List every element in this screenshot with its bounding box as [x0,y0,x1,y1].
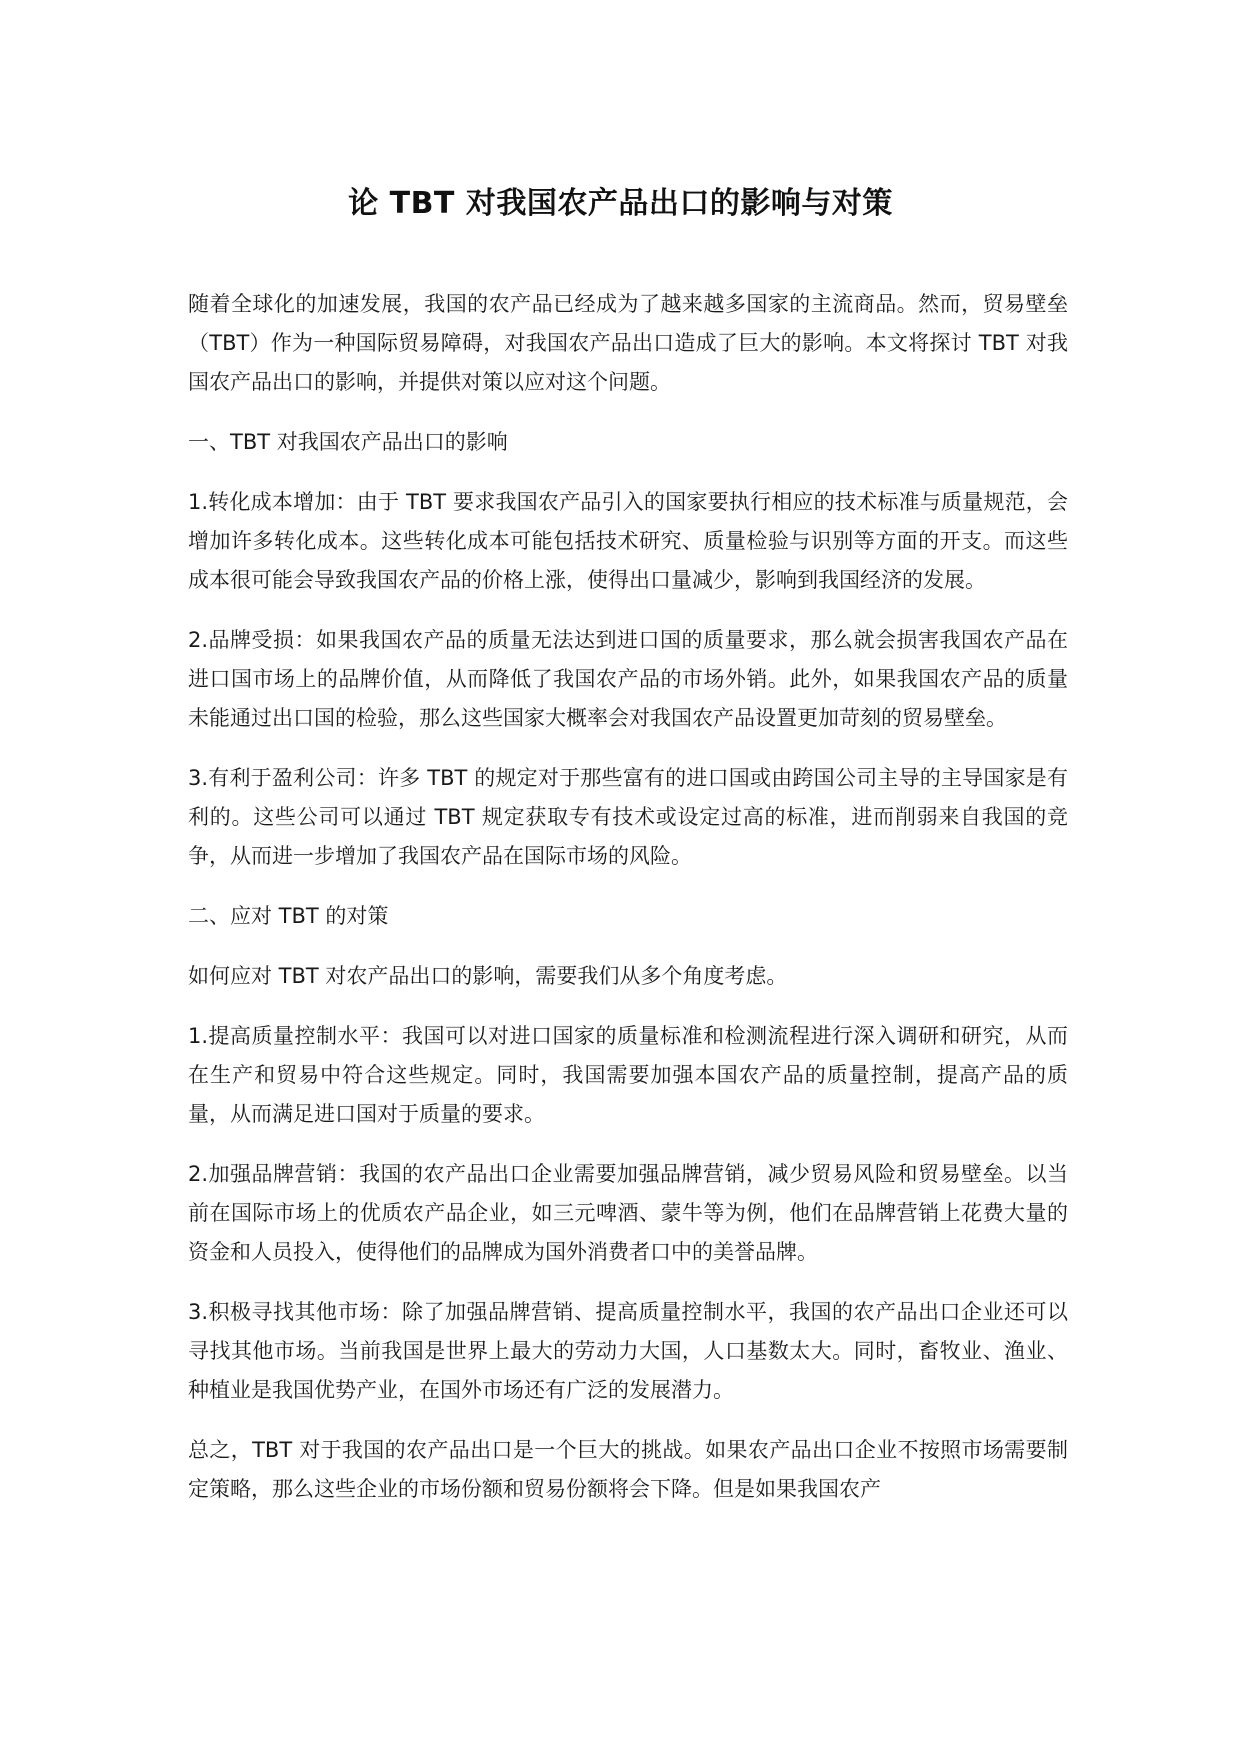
paragraph-2-intro: 如何应对 TBT 对农产品出口的影响，需要我们从多个角度考虑。 [188,964,788,988]
paragraph-conclusion: 总之，TBT 对于我国的农产品出口是一个巨大的挑战。如果农产品出口企业不按照市场需要制定策略，那么这些企业的市场份额和贸易份额将会下降。但是如果我国农产 [188,1438,1068,1501]
paragraph-1-2: 2.品牌受损：如果我国农产品的质量无法达到进口国的质量要求，那么就会损害我国农产品在进口国市场上的品牌价值，从而降低了我国农产品的市场外销。此外，如果我国农产品的质量未能通过出口国的检验，那么这些国家大概率会对我国农产品设置更加苛刻的贸易壁垒。 [188,628,1068,730]
document-body [188,285,1068,1530]
paragraph-2-3: 3.积极寻找其他市场：除了加强品牌营销、提高质量控制水平，我国的农产品出口企业还可以寻找其他市场。当前我国是世界上最大的劳动力大国，人口基数太大。同时，畜牧业、渔业、种植业是我国优势产业，在国外市场还有广泛的发展潜力。 [188,1300,1068,1402]
paragraph-2-2: 2.加强品牌营销：我国的农产品出口企业需要加强品牌营销，减少贸易风险和贸易壁垒。以当前在国际市场上的优质农产品企业，如三元啤酒、蒙牛等为例，他们在品牌营销上花费大量的资金和人员投入，使得他们的品牌成为国外消费者口中的美誉品牌。 [188,1162,1068,1264]
section-heading-1: 一、TBT 对我国农产品出口的影响 [188,430,508,454]
paragraph-1-1: 1.转化成本增加：由于 TBT 要求我国农产品引入的国家要执行相应的技术标准与质量规范，会增加许多转化成本。这些转化成本可能包括技术研究、质量检验与识别等方面的开支。而这些成本很可能会导致我国农产品的价格上涨，使得出口量减少，影响到我国经济的发展。 [188,490,1068,592]
paragraph-2-1: 1.提高质量控制水平：我国可以对进口国家的质量标准和检测流程进行深入调研和研究，从而在生产和贸易中符合这些规定。同时，我国需要加强本国农产品的质量控制，提高产品的质量，从而满足进口国对于质量的要求。 [188,1024,1068,1126]
section-heading-2: 二、应对 TBT 的对策 [188,904,389,928]
paragraph-1-3: 3.有利于盈利公司：许多 TBT 的规定对于那些富有的进口国或由跨国公司主导的主导国家是有利的。这些公司可以通过 TBT 规定获取专有技术或设定过高的标准，进而削弱来自我国的竞争，从而进一步增加了我国农产品在国际市场的风险。 [188,766,1068,868]
paragraph-intro: 随着全球化的加速发展，我国的农产品已经成为了越来越多国家的主流商品。然而，贸易壁垒（TBT）作为一种国际贸易障碍，对我国农产品出口造成了巨大的影响。本文将探讨 TBT 对我国农产品出口的影响，并提供对策以应对这个问题。 [188,292,1068,394]
document-title: 论 TBT 对我国农产品出口的影响与对策 [348,186,893,221]
